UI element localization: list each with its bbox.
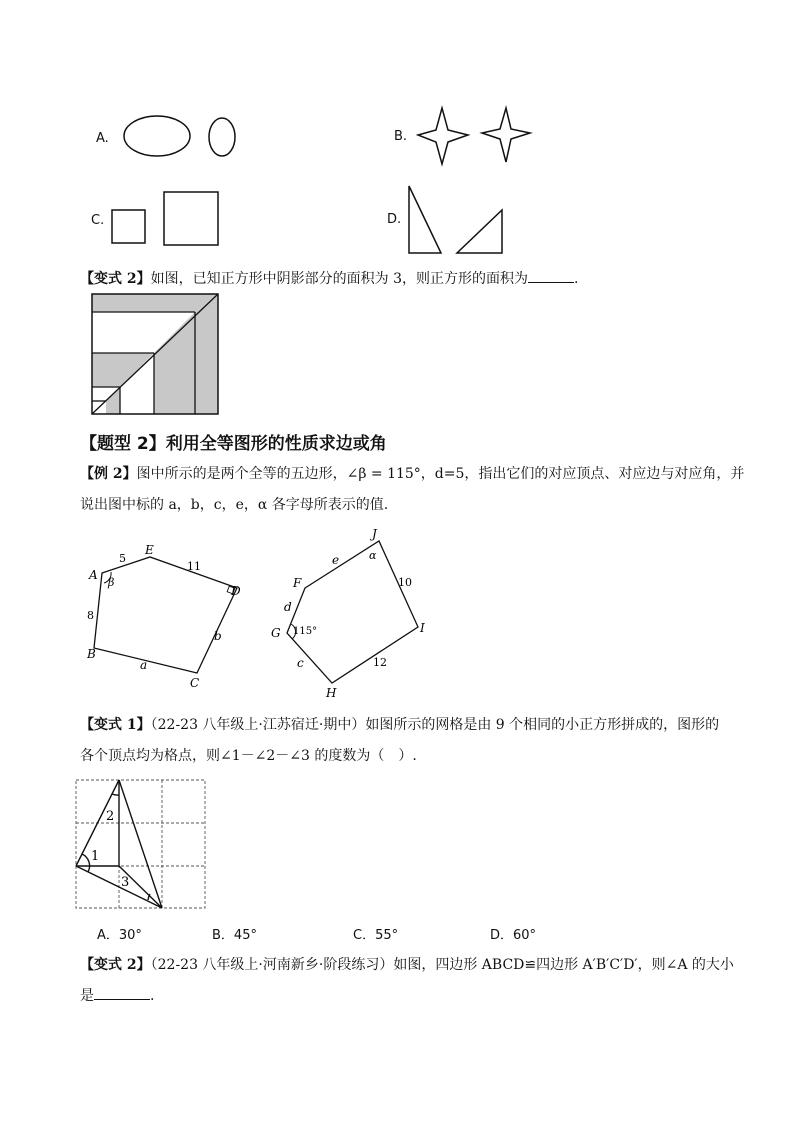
option-d-label: D. (387, 212, 402, 227)
choice-b[interactable]: B．45° (212, 928, 257, 943)
option-b-figure (412, 102, 542, 174)
shaded-square-figure (90, 292, 220, 418)
variant2-square-question (80, 268, 578, 289)
choice-a[interactable]: A．30° (97, 928, 142, 943)
variant1-text1: （22-23 八年级上·江苏宿迁·期中）如图所示的网格是由 9 个相同的小正方形拼成的，图形的 (150, 717, 720, 733)
variant2-square-text: 如图，已知正方形中阴影部分的面积为 3，则正方形的面积为 (150, 271, 528, 287)
example2-line1 (80, 464, 744, 484)
option-c-label: C. (91, 213, 105, 228)
variant2-quad-tag: 【变式 2】 (80, 957, 151, 973)
side-cb-label: a (140, 658, 148, 672)
option-a-figure (118, 112, 248, 162)
side-fj-label: e (332, 553, 340, 567)
angle-alpha-label: α (369, 549, 377, 562)
side-ih-label: 12 (373, 656, 387, 669)
example2-line2: 说出图中标的 a，b，c，e，α 各字母所表示的值. (80, 497, 389, 513)
vertex-b: B (87, 647, 96, 661)
angle-115-label: 115° (293, 626, 318, 637)
answer-blank[interactable] (528, 268, 574, 283)
shade-mid-left (92, 353, 154, 387)
example2-tag: 【例 2】 (80, 466, 137, 482)
side-gf-label: d (284, 600, 292, 614)
variant1-line2: 各个顶点均为格点，则∠1－∠2－∠3 的度数为（ ）. (80, 748, 417, 764)
side-hg-label: c (297, 656, 304, 670)
large-ellipse (124, 116, 190, 156)
variant1-line1 (80, 715, 719, 735)
side-ed-label: 11 (187, 560, 201, 573)
angle-2-label: 2 (106, 809, 115, 824)
side-dc-label: b (214, 629, 222, 643)
variant2-square-tag: 【变式 2】 (80, 271, 151, 287)
variant1-tag: 【变式 1】 (80, 717, 151, 733)
star-left (418, 108, 468, 164)
variant2-quad-line2 (80, 985, 154, 1006)
grid-figure (72, 776, 212, 912)
small-ellipse (209, 118, 235, 156)
angle-3-label: 3 (121, 875, 130, 890)
variant2-quad-text2: 是 (80, 988, 94, 1004)
choice-d[interactable]: D．60° (490, 928, 537, 943)
variant2-quad-text1: （22-23 八年级上·河南新乡·阶段练习）如图，四边形 ABCD≌四边形 A′B′C′D′，则∠A 的大小 (150, 957, 734, 973)
option-d-figure (404, 180, 510, 258)
vertex-f: F (293, 576, 302, 590)
large-square (164, 192, 218, 245)
vertex-g: G (271, 626, 281, 640)
pentagon-fghij (262, 526, 442, 704)
side-ji-label: 10 (398, 576, 412, 589)
shade-bottom-right (106, 387, 120, 414)
variant2-quad-end: . (150, 988, 155, 1004)
side-ba-label: 8 (87, 609, 94, 622)
vertex-h: H (326, 686, 337, 700)
star-right (482, 108, 530, 162)
pentagon2-outline (287, 541, 418, 683)
side-ae-label: 5 (119, 552, 126, 565)
angle-answer-blank[interactable] (94, 985, 150, 1000)
option-a-label: A. (96, 131, 109, 146)
example2-text1: 图中所示的是两个全等的五边形，∠β = 115°，d=5，指出它们的对应顶点、对应边与对应角，并 (136, 466, 745, 482)
pentagon1-outline (94, 557, 237, 673)
pentagon-abcde (80, 540, 270, 695)
vertex-i: I (420, 621, 425, 635)
angle-beta-label: β (108, 576, 115, 589)
vertex-c: C (190, 676, 200, 690)
option-b-label: B. (394, 129, 408, 144)
vertex-d: D (231, 584, 241, 598)
option-c-figure (108, 188, 224, 248)
variant2-quad-line1 (80, 955, 734, 975)
angle-1-label: 1 (91, 849, 100, 864)
variant2-square-end: . (573, 271, 579, 287)
tall-triangle (409, 186, 441, 253)
choice-c[interactable]: C．55° (353, 928, 399, 943)
vertex-a: A (89, 568, 98, 582)
type2-heading: 【题型 2】利用全等图形的性质求边或角 (80, 434, 387, 454)
shade-mid-right (154, 312, 195, 414)
small-square (112, 210, 145, 243)
vertex-j: J (372, 527, 377, 541)
vertex-e: E (145, 543, 154, 557)
small-triangle (457, 210, 502, 253)
